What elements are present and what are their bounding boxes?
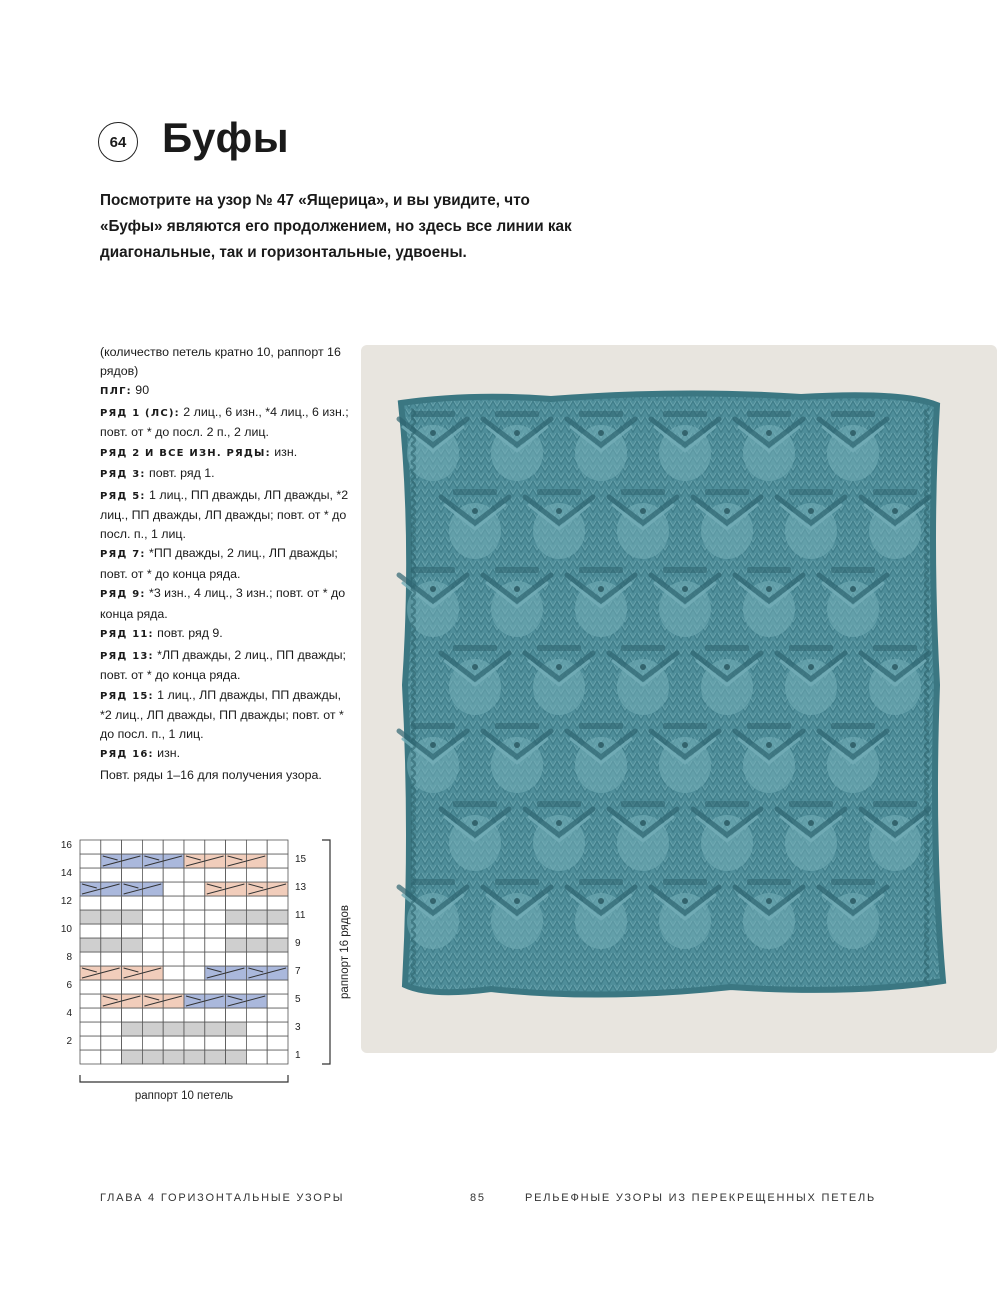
swatch-eyelet	[850, 586, 856, 592]
swatch-horizontal-bar	[537, 645, 581, 651]
swatch-horizontal-bar	[411, 723, 455, 729]
swatch-eyelet	[682, 586, 688, 592]
swatch-eyelet	[556, 664, 562, 670]
chart-cell	[101, 952, 122, 966]
pattern-instructions	[100, 343, 352, 785]
swatch-horizontal-bar	[453, 489, 497, 495]
row-number: 14	[60, 868, 72, 879]
swatch-eyelet	[682, 430, 688, 436]
chart-cell	[267, 868, 288, 882]
swatch-horizontal-bar	[747, 879, 791, 885]
row-number: 13	[295, 882, 307, 893]
swatch-horizontal-bar	[621, 645, 665, 651]
chart-cell	[80, 868, 101, 882]
swatch-eyelet	[430, 898, 436, 904]
swatch-eyelet	[430, 430, 436, 436]
swatch-eyelet	[556, 508, 562, 514]
row-instruction	[100, 544, 352, 583]
chart-cell	[80, 952, 101, 966]
row-repeat-bracket	[322, 840, 330, 1064]
swatch-eyelet	[598, 586, 604, 592]
row-number: 15	[295, 854, 307, 865]
chart-cell	[226, 1008, 247, 1022]
chart-cell	[163, 1050, 184, 1064]
repeat-instruction: Повт. ряды 1–16 для получения узора.	[100, 767, 322, 782]
row-text: повт. ряд 9.	[153, 626, 223, 640]
swatch-horizontal-bar	[873, 645, 917, 651]
row-label: РЯД 5:	[100, 490, 146, 502]
swatch-horizontal-bar	[579, 411, 623, 417]
chart-cell	[226, 896, 247, 910]
swatch-horizontal-bar	[663, 567, 707, 573]
row-number: 3	[295, 1022, 301, 1033]
chart-cell	[80, 840, 101, 854]
chart-cell	[184, 840, 205, 854]
swatch-horizontal-bar	[705, 801, 749, 807]
swatch-eyelet	[472, 664, 478, 670]
swatch-horizontal-bar	[621, 489, 665, 495]
swatch-horizontal-bar	[411, 879, 455, 885]
chart-cell	[163, 1022, 184, 1036]
chart-cell	[80, 938, 101, 952]
chart-cell	[205, 1022, 226, 1036]
chart-cell	[80, 1008, 101, 1022]
row-label: РЯД 15:	[100, 690, 154, 702]
chart-cell	[80, 924, 101, 938]
swatch-horizontal-bar	[621, 801, 665, 807]
plg-label: ПЛГ:	[100, 386, 132, 397]
row-number: 5	[295, 994, 301, 1005]
chart-cell	[163, 1008, 184, 1022]
swatch-horizontal-bar	[873, 801, 917, 807]
chart-cell	[122, 1022, 143, 1036]
chart-cell	[267, 994, 288, 1008]
swatch-eyelet	[766, 586, 772, 592]
plg-line	[100, 381, 352, 402]
chart-cell	[226, 1022, 247, 1036]
row-text: изн.	[153, 746, 181, 760]
stitch-repeat-bracket	[80, 1075, 288, 1082]
swatch-eyelet	[598, 742, 604, 748]
swatch-horizontal-bar	[789, 645, 833, 651]
row-number: 8	[66, 952, 72, 963]
swatch-eyelet	[808, 820, 814, 826]
row-instruction	[100, 443, 352, 464]
chart-cell	[246, 1050, 267, 1064]
swatch-eyelet	[766, 430, 772, 436]
row-text: повт. ряд 1.	[145, 466, 215, 480]
swatch-eyelet	[640, 508, 646, 514]
chart-cell	[226, 924, 247, 938]
chart-cell	[184, 952, 205, 966]
row-label: РЯД 11:	[100, 629, 154, 640]
chart-cell	[246, 1008, 267, 1022]
row-number: 2	[66, 1036, 72, 1047]
chart-cell	[122, 910, 143, 924]
chart-cell	[163, 910, 184, 924]
chart-cell	[122, 1036, 143, 1050]
chart-cell	[163, 1036, 184, 1050]
intro-paragraph	[100, 188, 620, 266]
swatch-eyelet	[556, 820, 562, 826]
chart-cell	[101, 1022, 122, 1036]
row-label: РЯД 13:	[100, 650, 154, 662]
chart-grid	[80, 840, 288, 1064]
swatch-eyelet	[514, 430, 520, 436]
swatch-eyelet	[640, 820, 646, 826]
chart-cell	[246, 1022, 267, 1036]
chart-cell	[226, 952, 247, 966]
row-number: 16	[60, 840, 72, 851]
chart-cell	[142, 980, 163, 994]
chart-cell	[246, 868, 267, 882]
swatch-eyelet	[892, 820, 898, 826]
chart-cell	[80, 910, 101, 924]
row-number: 6	[66, 980, 72, 991]
row-text: 1 лиц., ЛП дважды, ПП дважды, *2 лиц., ЛП дважды, ПП дважды; повт. от * до посл. п., 1 лиц.	[100, 687, 344, 741]
swatch-horizontal-bar	[411, 567, 455, 573]
pattern-number: 64	[109, 133, 127, 151]
chart-cell	[184, 966, 205, 980]
chart-cell	[163, 840, 184, 854]
swatch-horizontal-bar	[831, 411, 875, 417]
intro-line: «Буфы» являются его продолжением, но здесь все линии как	[100, 218, 572, 235]
intro-line: Посмотрите на узор № 47 «Ящерица», и вы увидите, что	[100, 192, 530, 209]
chart-cell	[246, 938, 267, 952]
swatch-horizontal-bar	[663, 411, 707, 417]
pattern-number-badge	[98, 122, 138, 162]
chart-cell	[101, 980, 122, 994]
row-instruction	[100, 744, 352, 765]
chart-cell	[205, 938, 226, 952]
chart-cell	[226, 868, 247, 882]
swatch-eyelet	[724, 664, 730, 670]
row-repeat-label: раппорт 16 рядов	[339, 905, 351, 999]
swatch-horizontal-bar	[747, 411, 791, 417]
row-label: РЯД 9:	[100, 589, 146, 600]
chart-cell	[267, 938, 288, 952]
row-instruction	[100, 403, 352, 442]
row-instruction	[100, 486, 352, 544]
swatch-horizontal-bar	[453, 801, 497, 807]
chart-cell	[184, 1022, 205, 1036]
chart-cell	[184, 980, 205, 994]
chart-cell	[80, 896, 101, 910]
chart-cell	[163, 938, 184, 952]
row-text: изн.	[270, 444, 298, 459]
chart-cell	[246, 924, 267, 938]
chart-cell	[246, 980, 267, 994]
chart-cell	[205, 910, 226, 924]
chart-cell	[142, 1008, 163, 1022]
chart-cell	[122, 896, 143, 910]
row-number: 4	[66, 1008, 72, 1019]
swatch-horizontal-bar	[411, 411, 455, 417]
chart-cell	[205, 868, 226, 882]
chart-cell	[101, 938, 122, 952]
chart-cell	[267, 1022, 288, 1036]
chart-cell	[184, 924, 205, 938]
chart-cell	[246, 1036, 267, 1050]
chart-cell	[101, 1036, 122, 1050]
swatch-horizontal-bar	[579, 879, 623, 885]
chart-cell	[205, 896, 226, 910]
chart-cell	[163, 924, 184, 938]
row-text: *3 изн., 4 лиц., 3 изн.; повт. от * до конца ряда.	[100, 586, 346, 621]
row-number: 7	[295, 966, 301, 977]
swatch-eyelet	[724, 508, 730, 514]
swatch-eyelet	[850, 898, 856, 904]
chart-cell	[142, 840, 163, 854]
swatch-eyelet	[598, 430, 604, 436]
swatch-eyelet	[472, 508, 478, 514]
swatch-eyelet	[640, 664, 646, 670]
swatch-eyelet	[430, 586, 436, 592]
stitch-chart	[40, 820, 370, 1120]
swatch-eyelet	[514, 586, 520, 592]
swatch-horizontal-bar	[495, 411, 539, 417]
chart-cell	[101, 868, 122, 882]
chart-cell	[122, 1008, 143, 1022]
chart-cell	[163, 966, 184, 980]
swatch-horizontal-bar	[705, 489, 749, 495]
swatch-horizontal-bar	[495, 567, 539, 573]
chart-cell	[184, 1050, 205, 1064]
chart-cell	[142, 896, 163, 910]
chart-cell	[163, 882, 184, 896]
row-label: РЯД 3:	[100, 469, 146, 480]
chart-cell	[122, 938, 143, 952]
row-number: 12	[60, 896, 72, 907]
row-instruction	[100, 464, 352, 485]
chart-cell	[226, 1050, 247, 1064]
row-label: РЯД 16:	[100, 749, 154, 760]
chart-cell	[80, 1050, 101, 1064]
chart-cell	[267, 980, 288, 994]
chart-cell	[184, 868, 205, 882]
row-instruction	[100, 624, 352, 645]
chart-cell	[267, 854, 288, 868]
chart-cell	[267, 924, 288, 938]
row-instruction	[100, 646, 352, 685]
chart-cell	[246, 896, 267, 910]
chart-cell	[267, 1036, 288, 1050]
chart-cell	[205, 840, 226, 854]
swatch-eyelet	[514, 742, 520, 748]
chart-cell	[184, 882, 205, 896]
chart-cell	[226, 840, 247, 854]
swatch-eyelet	[892, 664, 898, 670]
swatch-eyelet	[598, 898, 604, 904]
chart-cell	[80, 854, 101, 868]
chart-cell	[267, 952, 288, 966]
chart-cell	[122, 980, 143, 994]
chart-cell	[142, 868, 163, 882]
chart-cell	[101, 924, 122, 938]
swatch-eyelet	[682, 742, 688, 748]
chart-cell	[142, 1022, 163, 1036]
chart-cell	[163, 980, 184, 994]
swatch-horizontal-bar	[663, 879, 707, 885]
chart-cell	[267, 1050, 288, 1064]
chart-cell	[80, 994, 101, 1008]
chart-cell	[101, 1008, 122, 1022]
swatch-horizontal-bar	[537, 801, 581, 807]
chart-cell	[205, 1036, 226, 1050]
chart-cell	[101, 840, 122, 854]
chart-cell	[163, 896, 184, 910]
swatch-eyelet	[766, 742, 772, 748]
swatch-horizontal-bar	[789, 489, 833, 495]
chart-cell	[101, 910, 122, 924]
chart-cell	[205, 1050, 226, 1064]
swatch-horizontal-bar	[831, 567, 875, 573]
swatch-horizontal-bar	[747, 723, 791, 729]
stitch-count-note: (количество петель кратно 10, раппорт 16 рядов)	[100, 345, 341, 378]
chart-cell	[163, 868, 184, 882]
chart-cell	[184, 1008, 205, 1022]
swatch-horizontal-bar	[453, 645, 497, 651]
swatch-horizontal-bar	[831, 723, 875, 729]
swatch-horizontal-bar	[789, 801, 833, 807]
chart-cell	[122, 1050, 143, 1064]
swatch-eyelet	[430, 742, 436, 748]
swatch-horizontal-bar	[747, 567, 791, 573]
intro-line: диагональные, так и горизонтальные, удвоены.	[100, 244, 467, 261]
chart-cell	[267, 840, 288, 854]
row-label: РЯД 2 И ВСЕ ИЗН. РЯДЫ:	[100, 447, 271, 459]
row-text: *ПП дважды, 2 лиц., ЛП дважды; повт. от * до конца ряда.	[100, 546, 338, 581]
swatch-horizontal-bar	[495, 723, 539, 729]
knitted-swatch-photo	[381, 385, 961, 1025]
chart-cell	[267, 896, 288, 910]
swatch-eyelet	[472, 820, 478, 826]
chart-cell	[184, 896, 205, 910]
chart-cell	[142, 910, 163, 924]
row-instruction	[100, 584, 352, 623]
chart-cell	[226, 910, 247, 924]
chart-cell	[142, 938, 163, 952]
chart-cell	[142, 924, 163, 938]
swatch-eyelet	[514, 898, 520, 904]
chart-cell	[226, 1036, 247, 1050]
chart-cell	[101, 896, 122, 910]
row-label: РЯД 1 (ЛС):	[100, 407, 180, 419]
row-text: 2 лиц., 6 изн., *4 лиц., 6 изн.; повт. от * до посл. 2 п., 2 лиц.	[100, 404, 349, 439]
row-label: РЯД 7:	[100, 549, 146, 560]
chart-cell	[122, 868, 143, 882]
stitch-repeat-label: раппорт 10 петель	[134, 1090, 234, 1102]
row-number: 9	[295, 938, 301, 949]
chart-cell	[226, 980, 247, 994]
chart-cell	[246, 840, 267, 854]
row-text: 1 лиц., ПП дважды, ЛП дважды, *2 лиц., ПП дважды, ЛП дважды; повт. от * до посл. п., 1 лиц.	[100, 487, 349, 541]
chart-cell	[205, 980, 226, 994]
swatch-eyelet	[808, 664, 814, 670]
chart-cell	[246, 910, 267, 924]
chart-cell	[80, 980, 101, 994]
chart-cell	[122, 924, 143, 938]
swatch-horizontal-bar	[537, 489, 581, 495]
swatch-eyelet	[766, 898, 772, 904]
swatch-eyelet	[892, 508, 898, 514]
swatch-eyelet	[682, 898, 688, 904]
footer-section: РЕЛЬЕФНЫЕ УЗОРЫ ИЗ ПЕРЕКРЕЩЕННЫХ ПЕТЕЛЬ	[525, 1192, 877, 1204]
chart-cell	[267, 1008, 288, 1022]
row-number: 1	[295, 1050, 301, 1061]
page-title: Буфы	[162, 114, 290, 161]
chart-cell	[205, 1008, 226, 1022]
swatch-horizontal-bar	[831, 879, 875, 885]
chart-cell	[184, 910, 205, 924]
chart-cell	[80, 1036, 101, 1050]
plg-value: 90	[131, 383, 150, 397]
footer-chapter: ГЛАВА 4 ГОРИЗОНТАЛЬНЫЕ УЗОРЫ	[100, 1192, 345, 1204]
chart-cell	[101, 1050, 122, 1064]
chart-cell	[142, 1036, 163, 1050]
swatch-horizontal-bar	[705, 645, 749, 651]
row-number: 11	[295, 910, 306, 921]
chart-cell	[184, 938, 205, 952]
swatch-eyelet	[724, 820, 730, 826]
row-instruction	[100, 686, 352, 744]
chart-cell	[226, 938, 247, 952]
chart-cell	[205, 924, 226, 938]
chart-cell	[142, 1050, 163, 1064]
chart-cell	[80, 1022, 101, 1036]
swatch-eyelet	[808, 508, 814, 514]
row-number: 10	[60, 924, 72, 935]
swatch-horizontal-bar	[663, 723, 707, 729]
chart-cell	[122, 952, 143, 966]
chart-cell	[184, 1036, 205, 1050]
swatch-horizontal-bar	[579, 567, 623, 573]
chart-cell	[246, 952, 267, 966]
chart-cell	[142, 952, 163, 966]
row-text: *ЛП дважды, 2 лиц., ПП дважды; повт. от * до конца ряда.	[100, 647, 346, 682]
swatch-eyelet	[850, 742, 856, 748]
swatch-eyelet	[850, 430, 856, 436]
footer-page-number: 85	[470, 1192, 486, 1204]
chart-cell	[163, 952, 184, 966]
swatch-horizontal-bar	[495, 879, 539, 885]
chart-cell	[205, 952, 226, 966]
swatch-horizontal-bar	[579, 723, 623, 729]
chart-cell	[122, 840, 143, 854]
swatch-horizontal-bar	[873, 489, 917, 495]
chart-cell	[267, 910, 288, 924]
